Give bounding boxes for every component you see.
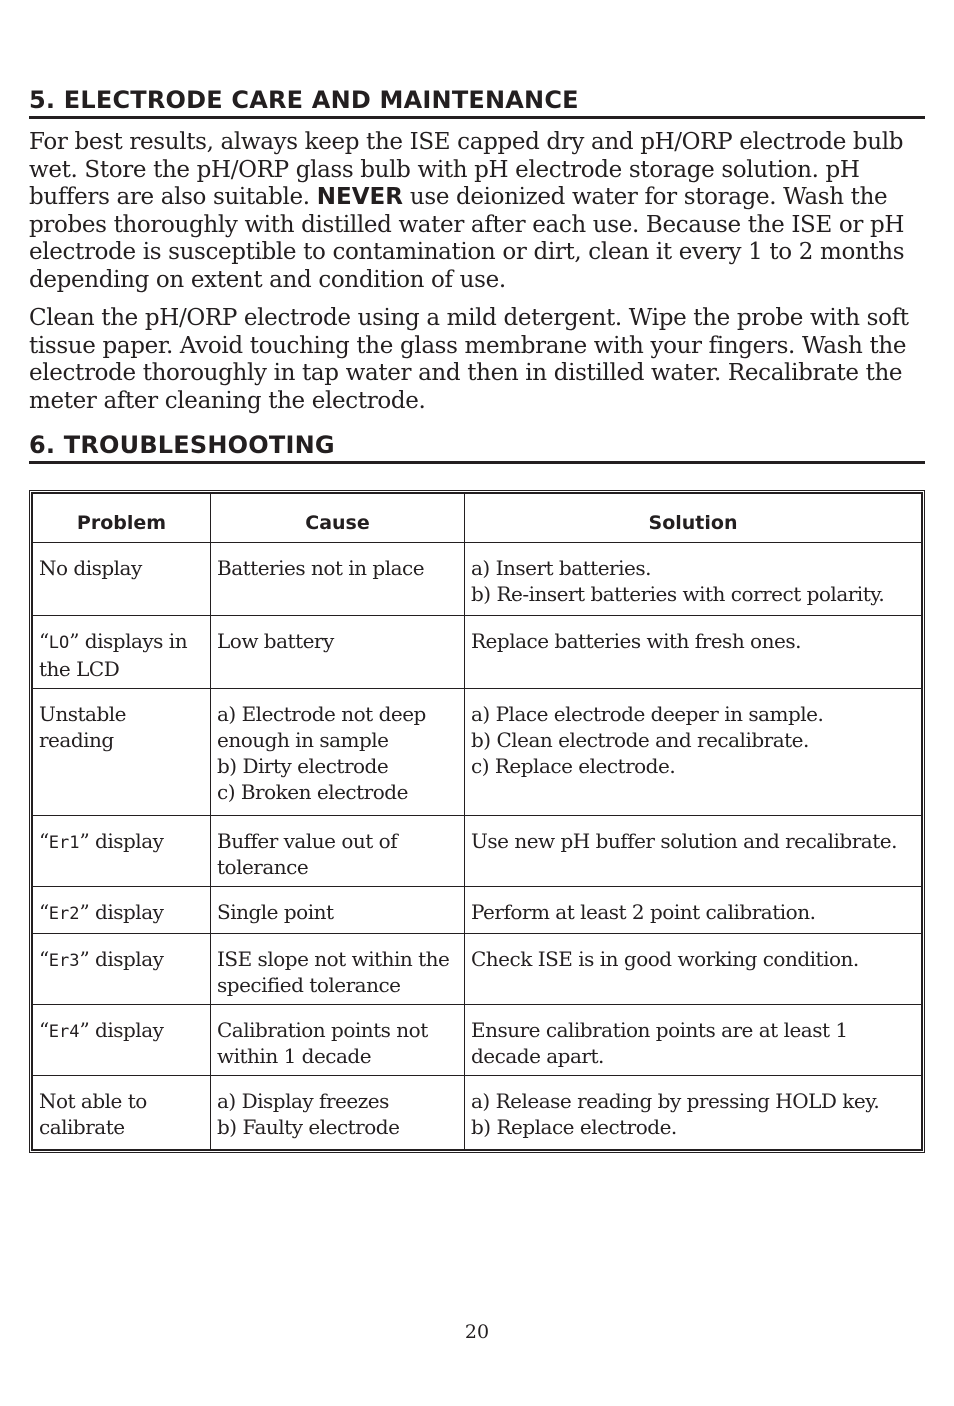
problem-text: “: [39, 1018, 49, 1042]
problem-text: No display: [39, 556, 142, 580]
problem-cell: [33, 1005, 211, 1076]
storage-text-after: use deionized water for storage. Wash the probes thoroughly with distilled water after each use. Because the ISE or pH electrode is susceptible to contamination or dirt, clean it every 1 to 2 months depending on extent and condition of use.: [29, 184, 905, 293]
solution-cell: [465, 934, 922, 1005]
table-row: [33, 816, 922, 887]
cause-line: Calibration points not within 1 decade: [217, 1018, 428, 1068]
lcd-code: Er4: [48, 1022, 80, 1042]
problem-text-suffix: ” display: [79, 900, 164, 924]
table-header-row: [33, 494, 922, 543]
cause-cell: [211, 543, 465, 616]
problem-text: “: [39, 947, 49, 971]
table-row: [33, 1076, 922, 1150]
never-emphasis: NEVER: [316, 184, 403, 211]
cause-line: b) Faulty electrode: [217, 1115, 400, 1139]
cause-line: b) Dirty electrode: [217, 754, 389, 778]
solution-line: b) Replace electrode.: [471, 1115, 677, 1139]
problem-text-suffix: ” display: [79, 829, 164, 853]
cause-line: a) Display freezes: [217, 1089, 389, 1113]
table-row: [33, 1005, 922, 1076]
solution-line: b) Clean electrode and recalibrate.: [471, 728, 809, 752]
solution-line: a) Insert batteries.: [471, 556, 651, 580]
solution-cell: [465, 1076, 922, 1150]
solution-header: Solution: [465, 494, 922, 543]
lcd-code: Er1: [48, 833, 80, 853]
table-row: [33, 887, 922, 934]
cause-cell: [211, 1076, 465, 1150]
cause-cell: [211, 887, 465, 934]
solution-line: Perform at least 2 point calibration.: [471, 900, 816, 924]
problem-cell: [33, 934, 211, 1005]
lcd-code: Er3: [48, 951, 80, 971]
problem-text: “: [39, 629, 49, 653]
table-row: [33, 543, 922, 616]
table-row: [33, 616, 922, 689]
solution-cell: [465, 887, 922, 934]
cause-cell: [211, 689, 465, 816]
cause-line: Buffer value out of tolerance: [217, 829, 398, 879]
solution-cell: [465, 689, 922, 816]
solution-line: a) Place electrode deeper in sample.: [471, 702, 824, 726]
cause-line: Single point: [217, 900, 334, 924]
cause-line: c) Broken electrode: [217, 780, 408, 804]
solution-line: c) Replace electrode.: [471, 754, 676, 778]
problem-text: Not able to calibrate: [39, 1089, 147, 1139]
section-6-heading: 6. TROUBLESHOOTING: [29, 429, 925, 464]
lcd-code: Er2: [48, 904, 80, 924]
problem-cell: [33, 543, 211, 616]
solution-line: Use new pH buffer solution and recalibrate.: [471, 829, 897, 853]
problem-header: Problem: [33, 494, 211, 543]
solution-cell: [465, 816, 922, 887]
storage-text-before: For best results, always keep the ISE capped dry and pH/ORP electrode bulb wet. Store the pH/ORP glass bulb with pH electrode storage solution. pH buffers are also suitable.: [29, 129, 904, 211]
storage-paragraph: [29, 129, 919, 295]
cleaning-paragraph: Clean the pH/ORP electrode using a mild detergent. Wipe the probe with soft tissue paper. Avoid touching the glass membrane with your fingers. Wash the electrode thoroughly in tap water and then in distilled water. Recalibrate the meter after cleaning the electrode.: [29, 305, 909, 414]
cause-line: Batteries not in place: [217, 556, 425, 580]
problem-cell: [33, 616, 211, 689]
cause-cell: [211, 934, 465, 1005]
solution-line: b) Re-insert batteries with correct polarity.: [471, 582, 885, 606]
problem-text: “: [39, 829, 49, 853]
section-5-heading: 5. ELECTRODE CARE AND MAINTENANCE: [29, 84, 925, 119]
cause-cell: [211, 1005, 465, 1076]
cause-cell: [211, 816, 465, 887]
problem-text: Unstable reading: [39, 702, 126, 752]
table-row: [33, 689, 922, 816]
solution-line: Ensure calibration points are at least 1 decade apart.: [471, 1018, 848, 1068]
problem-cell: [33, 689, 211, 816]
problem-text-suffix: ” displays in the LCD: [39, 629, 188, 681]
cause-line: a) Electrode not deep enough in sample: [217, 702, 426, 752]
problem-cell: [33, 816, 211, 887]
problem-cell: [33, 887, 211, 934]
problem-text-suffix: ” display: [79, 1018, 164, 1042]
solution-line: a) Release reading by pressing HOLD key.: [471, 1089, 880, 1113]
page-number: 20: [464, 1321, 490, 1343]
solution-cell: [465, 616, 922, 689]
table-row: [33, 934, 922, 1005]
cause-line: ISE slope not within the specified tolerance: [217, 947, 450, 997]
cause-cell: [211, 616, 465, 689]
problem-cell: [33, 1076, 211, 1150]
cause-line: Low battery: [217, 629, 334, 653]
cause-header: Cause: [211, 494, 465, 543]
solution-cell: [465, 543, 922, 616]
solution-line: Check ISE is in good working condition.: [471, 947, 859, 971]
solution-line: Replace batteries with fresh ones.: [471, 629, 801, 653]
lcd-code: LO: [48, 633, 70, 653]
problem-text-suffix: ” display: [79, 947, 164, 971]
solution-cell: [465, 1005, 922, 1076]
problem-text: “: [39, 900, 49, 924]
troubleshooting-table: [29, 490, 925, 1153]
